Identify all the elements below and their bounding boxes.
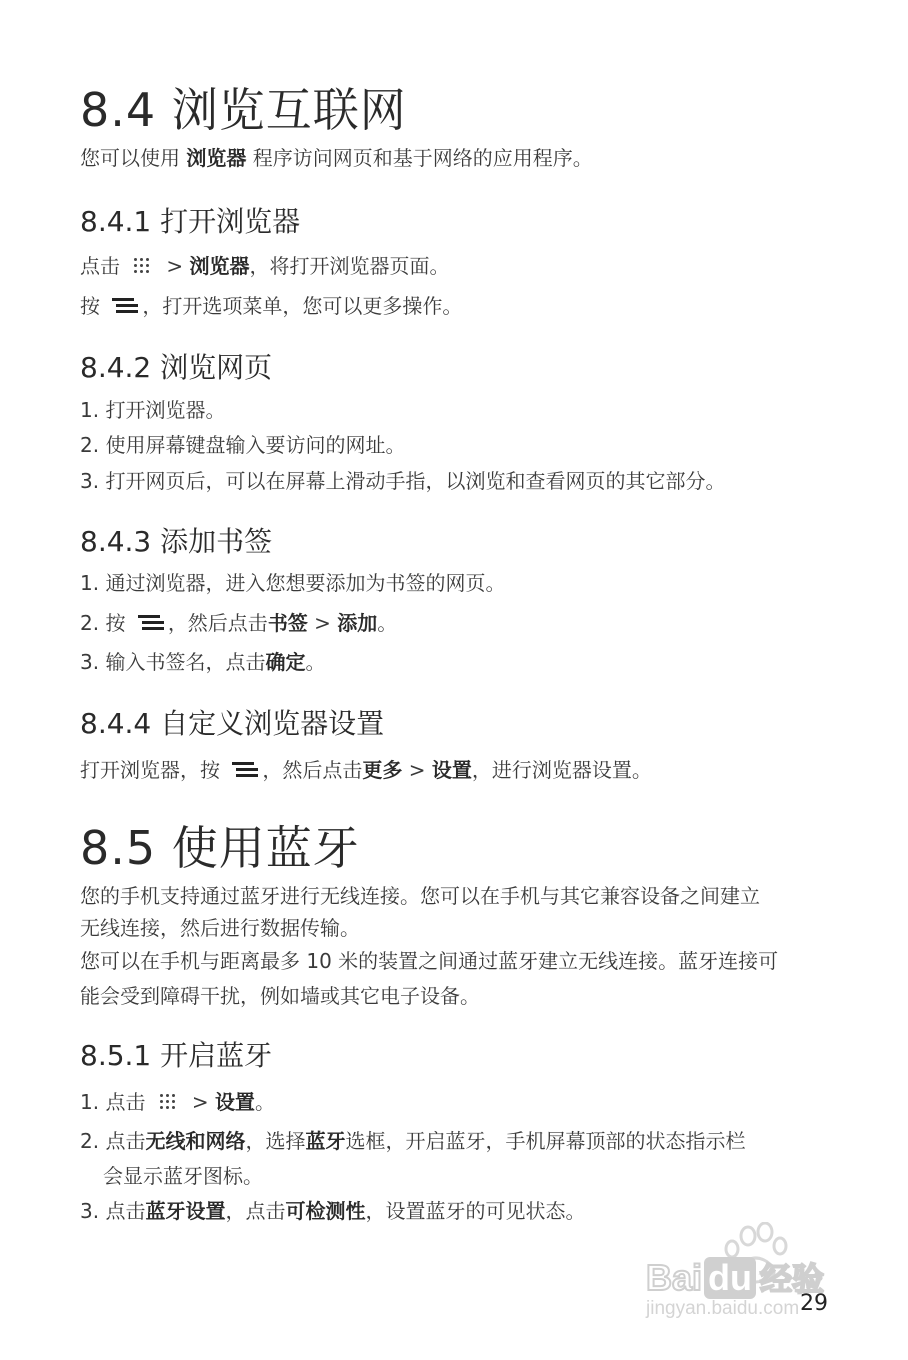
- list-item: [80, 1127, 745, 1155]
- list-item: 1. 通过浏览器，进入您想要添加为书签的网页。: [80, 571, 506, 595]
- apps-grid-icon: [158, 1092, 184, 1114]
- open-browser-step: [80, 252, 449, 280]
- section-8-4-3-title: 8.4.3 添加书签: [80, 525, 273, 558]
- page-number: 29: [800, 1291, 828, 1316]
- list-item: 2. 使用屏幕键盘输入要访问的网址。: [80, 433, 406, 457]
- bt-step3-e: ，设置蓝牙的可见状态。: [365, 1199, 586, 1223]
- bt-step2-c: ，选择: [245, 1129, 306, 1153]
- menu-step-text-b: ，打开选项菜单，您可以更多操作。: [142, 294, 463, 318]
- bluetooth-term: 蓝牙: [305, 1129, 346, 1153]
- step-text-d: ，将打开浏览器页面。: [249, 254, 450, 278]
- section-8-5-1-title: 8.5.1 开启蓝牙: [80, 1039, 273, 1072]
- confirm-step-c: 。: [305, 650, 326, 674]
- bluetooth-para-line: 您可以在手机与距离最多 10 米的装置之间通过蓝牙建立无线连接。蓝牙连接可: [80, 949, 779, 973]
- watermark-brand: Bai: [646, 1257, 703, 1298]
- section-8-4-intro: [80, 144, 593, 172]
- section-8-4-2-title: 8.4.2 浏览网页: [80, 351, 273, 384]
- list-item: [80, 648, 325, 676]
- bt-step3-a: 3. 点击: [80, 1199, 146, 1223]
- section-8-4-4-title: 8.4.4 自定义浏览器设置: [80, 707, 385, 740]
- bt-step1-a: 1. 点击: [80, 1090, 146, 1114]
- watermark-brand-du: du: [704, 1257, 756, 1299]
- bluetooth-para-line: 能会受到障碍干扰，例如墙或其它电子设备。: [80, 984, 480, 1008]
- bookmark-step-f: 。: [377, 611, 398, 635]
- browser-term: 浏览器: [189, 254, 250, 278]
- list-item: [80, 1088, 275, 1116]
- intro-text-a: 您可以使用: [80, 146, 180, 170]
- list-item: 1. 打开浏览器。: [80, 398, 226, 422]
- list-item: [80, 609, 397, 637]
- browser-settings-step: [80, 756, 652, 784]
- more-term: 更多: [362, 758, 403, 782]
- bluetooth-settings-term: 蓝牙设置: [145, 1199, 226, 1223]
- bookmark-step-a: 2. 按: [80, 611, 126, 635]
- bt-step2-a: 2. 点击: [80, 1129, 146, 1153]
- bluetooth-para-line: 您的手机支持通过蓝牙进行无线连接。您可以在手机与其它兼容设备之间建立: [80, 884, 760, 908]
- settings-step-f: ，进行浏览器设置。: [471, 758, 652, 782]
- list-item: [80, 1197, 585, 1225]
- bookmarks-term: 书签: [267, 611, 308, 635]
- section-8-4-title: 8.4 浏览互联网: [80, 83, 407, 137]
- settings-term: 设置: [214, 1090, 255, 1114]
- settings-step-arrow: >: [402, 758, 432, 782]
- discoverable-term: 可检测性: [285, 1199, 366, 1223]
- bt-step1-d: 。: [254, 1090, 275, 1114]
- watermark-url: jingyan.baidu.com: [646, 1298, 800, 1319]
- bookmark-step-b: ，然后点击: [167, 611, 268, 635]
- step-arrow: >: [166, 254, 190, 278]
- bt-step1-arrow: >: [191, 1090, 215, 1114]
- section-8-4-1-title: 8.4.1 打开浏览器: [80, 205, 301, 238]
- settings-step-a: 打开浏览器，按: [80, 758, 220, 782]
- wireless-networks-term: 无线和网络: [145, 1129, 246, 1153]
- apps-grid-icon: [132, 256, 158, 278]
- list-item-continuation: 会显示蓝牙图标。: [103, 1164, 263, 1188]
- menu-step: [80, 292, 462, 320]
- add-term: 添加: [337, 611, 378, 635]
- bt-step3-c: ，点击: [225, 1199, 286, 1223]
- bt-step2-e: 选框，开启蓝牙，手机屏幕顶部的状态指示栏: [345, 1129, 746, 1153]
- bookmark-step-arrow: >: [307, 611, 338, 635]
- settings-term: 设置: [431, 758, 472, 782]
- confirm-step-a: 3. 输入书签名，点击: [80, 650, 266, 674]
- watermark-brand-cn: 经验: [760, 1261, 825, 1297]
- bluetooth-para-line: 无线连接，然后进行数据传输。: [80, 916, 360, 940]
- section-8-5-title: 8.5 使用蓝牙: [80, 821, 360, 875]
- ok-term: 确定: [265, 650, 306, 674]
- menu-step-text-a: 按: [80, 294, 100, 318]
- step-text-a: 点击: [80, 254, 120, 278]
- menu-icon: [112, 295, 136, 317]
- list-item: 3. 打开网页后，可以在屏幕上滑动手指，以浏览和查看网页的其它部分。: [80, 469, 726, 493]
- menu-icon: [232, 759, 256, 781]
- settings-step-b: ，然后点击: [262, 758, 363, 782]
- menu-icon: [138, 612, 162, 634]
- intro-browser-term: 浏览器: [186, 146, 247, 170]
- intro-text-c: 程序访问网页和基于网络的应用程序。: [252, 146, 593, 170]
